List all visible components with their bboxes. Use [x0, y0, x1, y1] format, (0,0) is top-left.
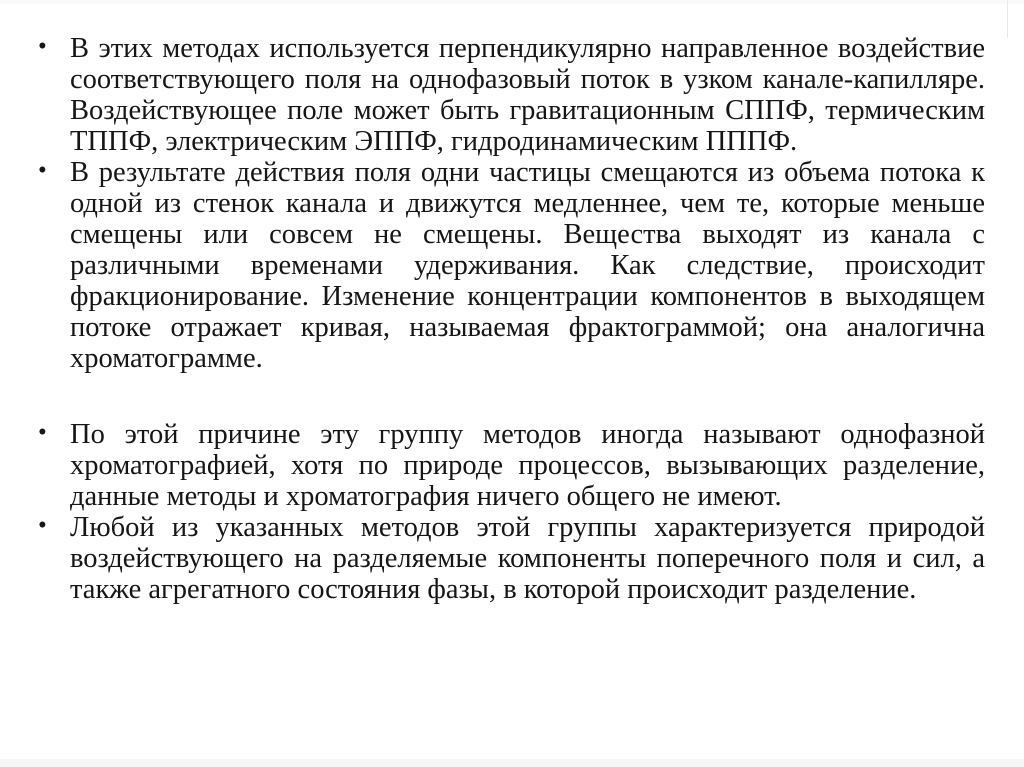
bullet-icon: • [38, 33, 47, 60]
bullet-item [37, 419, 985, 512]
bullet-item [37, 33, 985, 157]
bullet-text: В результате действия поля одни частицы смещаются из объема потока к одной из стенок канала и движутся медленнее, чем те, которые меньше смещены или совсем не смещены. Вещества выходят из канала с различными временами удерживания. Как следствие, происходит фракционирование. Изменение концентрации компонентов в выходящем потоке отражает кривая, называемая фрактограммой; она аналогична хроматограмме. [70, 157, 985, 374]
bullet-item [37, 512, 985, 605]
bullet-list [37, 33, 985, 605]
bullet-icon: • [38, 157, 47, 184]
bullet-text: Любой из указанных методов этой группы характеризуется природой воздействующего на разделяемые компоненты поперечного поля и сил, а также агрегатного состояния фазы, в которой происходит разделение. [70, 512, 985, 605]
bullet-item [37, 157, 985, 374]
bullet-icon: • [38, 512, 47, 539]
bullet-text: По этой причине эту группу методов иногда называют однофазной хроматографией, хотя по природе процессов, вызывающих разделение, данные методы и хроматография ничего общего не имеют. [70, 419, 985, 512]
bullet-icon: • [38, 419, 47, 446]
right-edge-line [1007, 0, 1008, 38]
bullet-text: В этих методах используется перпендикулярно направленное воздействие соответствующего поля на однофазовый поток в узком канале-капилляре. Воздействующее поле может быть гравитационным СППФ, термическим ТППФ, электрическим ЭППФ, гидродинамическим ПППФ. [70, 33, 985, 157]
bottom-edge [0, 759, 1024, 767]
